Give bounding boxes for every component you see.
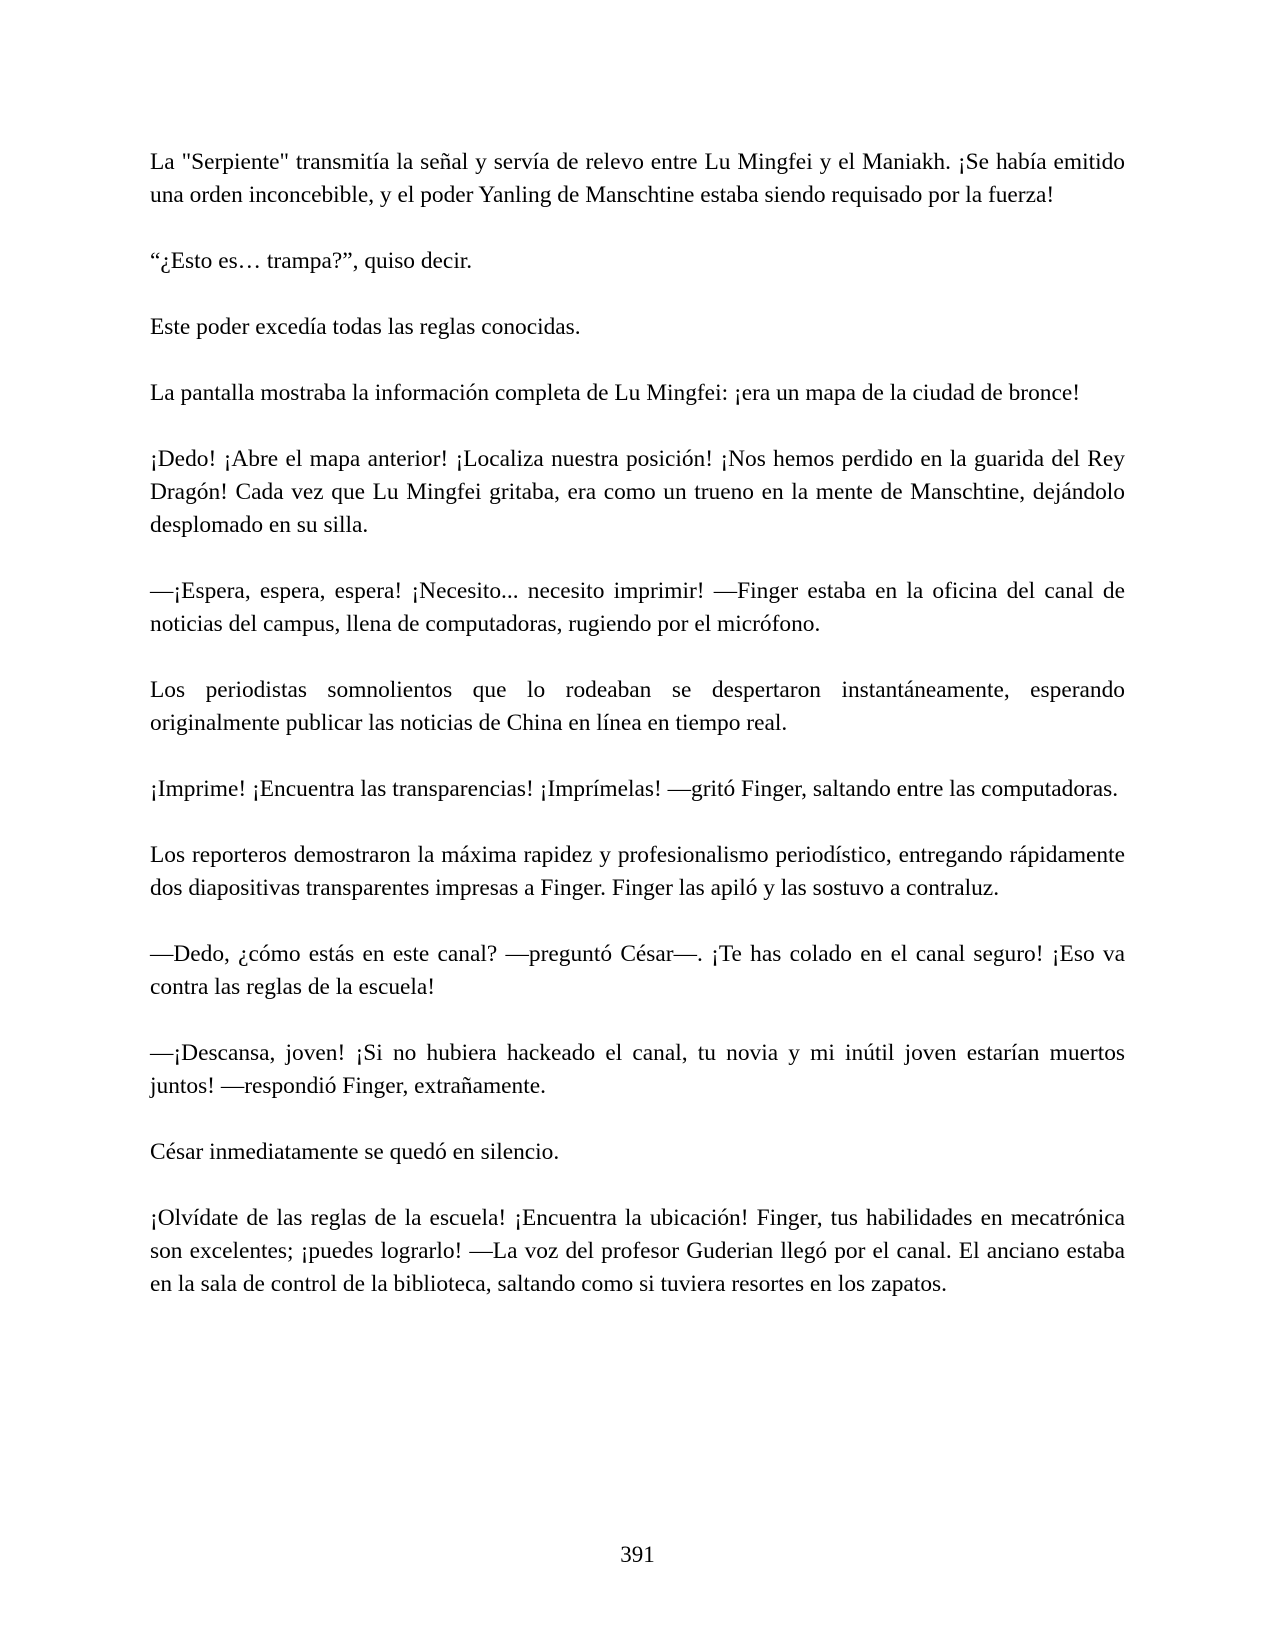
paragraph: “¿Esto es… trampa?”, quiso decir. — [150, 248, 473, 274]
paragraph: ¡Imprime! ¡Encuentra las transparencias! ¡Imprímelas! —gritó Finger, saltando entre las computadoras. — [150, 776, 1119, 802]
page-number: 391 — [620, 1542, 655, 1567]
paragraph: La "Serpiente" transmitía la señal y servía de relevo entre Lu Mingfei y el Maniakh. ¡Se había emitido una orden inconcebible, y el poder Yanling de Manschtine estaba siendo requisado por la fuerza! — [150, 149, 1125, 208]
paragraph: César inmediatamente se quedó en silencio. — [150, 1139, 560, 1165]
paragraph: —¡Descansa, joven! ¡Si no hubiera hackeado el canal, tu novia y mi inútil joven estarían muertos juntos! —respondió Finger, extrañamente. — [150, 1040, 1125, 1099]
paragraph: —¡Espera, espera, espera! ¡Necesito... necesito imprimir! —Finger estaba en la oficina del canal de noticias del campus, llena de computadoras, rugiendo por el micrófono. — [150, 578, 1125, 637]
paragraph: Los periodistas somnolientos que lo rodeaban se despertaron instantáneamente, esperando originalmente publicar las noticias de China en línea en tiempo real. — [150, 677, 1125, 736]
paragraph: ¡Olvídate de las reglas de la escuela! ¡Encuentra la ubicación! Finger, tus habilidades en mecatrónica son excelentes; ¡puedes lograrlo! —La voz del profesor Guderian llegó por el canal. El anciano estaba en la sala de control de la biblioteca, saltando como si tuviera resortes en los zapatos. — [150, 1205, 1125, 1297]
paragraph: —Dedo, ¿cómo estás en este canal? —preguntó César—. ¡Te has colado en el canal seguro! ¡Eso va contra las reglas de la escuela! — [150, 941, 1125, 1000]
paragraph: Este poder excedía todas las reglas conocidas. — [150, 314, 581, 340]
paragraph: ¡Dedo! ¡Abre el mapa anterior! ¡Localiza nuestra posición! ¡Nos hemos perdido en la guarida del Rey Dragón! Cada vez que Lu Mingfei gritaba, era como un trueno en la mente de Manschtine, dejándolo desplomado en su silla. — [150, 446, 1125, 538]
paragraph: Los reporteros demostraron la máxima rapidez y profesionalismo periodístico, entregando rápidamente dos diapositivas transparentes impresas a Finger. Finger las apiló y las sostuvo a contraluz. — [150, 842, 1125, 901]
paragraph: La pantalla mostraba la información completa de Lu Mingfei: ¡era un mapa de la ciudad de bronce! — [150, 380, 1081, 406]
body-text — [150, 146, 1125, 1301]
